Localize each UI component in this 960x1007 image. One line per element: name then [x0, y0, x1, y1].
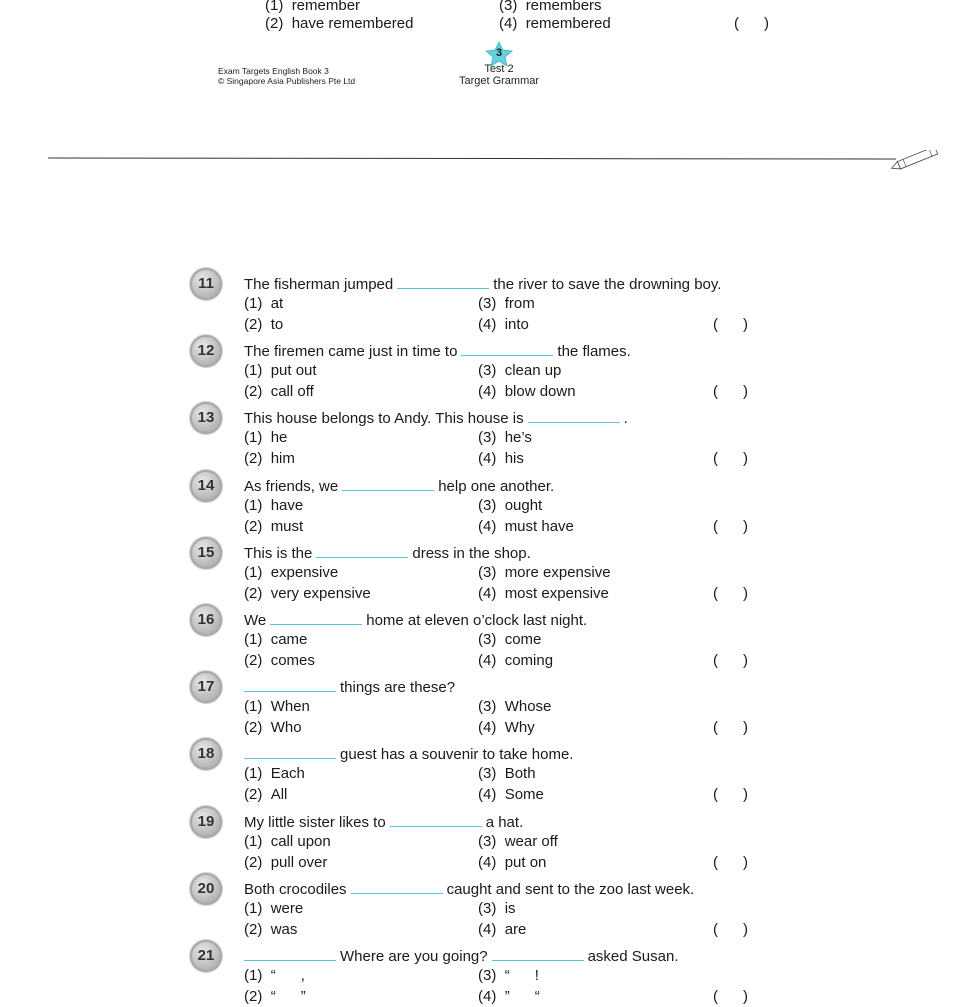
- option-1: [244, 832, 331, 852]
- option-3: [478, 630, 541, 650]
- option-text: Whose: [504, 698, 552, 715]
- option-3: [478, 899, 516, 919]
- pencil-divider: [48, 150, 948, 170]
- option-text: he: [270, 429, 288, 446]
- answer-box[interactable]: ( ): [713, 450, 748, 467]
- option-number: (3): [478, 362, 497, 379]
- option-3: [478, 361, 561, 381]
- option-1: [244, 764, 305, 784]
- option-text: to: [270, 316, 284, 333]
- option-text: at: [270, 295, 284, 312]
- option-text: come: [504, 631, 542, 648]
- question-number: 20: [190, 873, 222, 905]
- option-number: (2): [244, 316, 263, 333]
- answer-blank[interactable]: [351, 879, 443, 894]
- question-number: 19: [190, 806, 222, 838]
- option-4: [478, 584, 609, 604]
- option-text: All: [270, 786, 288, 803]
- question-text: [244, 408, 628, 429]
- option-4: [478, 382, 576, 402]
- option-text: is: [504, 900, 516, 917]
- option-text: coming: [504, 652, 554, 669]
- option-4: [478, 449, 524, 469]
- option-3: [478, 697, 551, 717]
- option-text: ought: [504, 497, 543, 514]
- option-number: (3): [478, 900, 497, 917]
- question-number: 12: [190, 335, 222, 367]
- option-number: (4): [478, 786, 497, 803]
- option-text: pull over: [270, 854, 328, 871]
- option-number: (4): [478, 719, 497, 736]
- option-text: were: [270, 900, 304, 917]
- option-number: (1): [244, 833, 263, 850]
- option-text: must have: [504, 518, 574, 535]
- option-text: blow down: [504, 383, 576, 400]
- option-1: [244, 496, 303, 516]
- option-2: [244, 785, 287, 805]
- option-2: [244, 651, 315, 671]
- option-2: [244, 584, 371, 604]
- option-number: (3): [478, 698, 497, 715]
- option-number: (3): [478, 564, 497, 581]
- answer-box[interactable]: ( ): [713, 316, 748, 333]
- option-4: [478, 718, 535, 738]
- question-stem-after: asked Susan.: [587, 948, 679, 965]
- question-stem-before: The fisherman jumped: [244, 276, 394, 293]
- option-number: (1): [244, 698, 263, 715]
- question-stem-after: help one another.: [438, 478, 555, 495]
- option-text: Both: [504, 765, 536, 782]
- option-2: [244, 987, 306, 1007]
- option-2: [244, 920, 297, 940]
- answer-blank[interactable]: [244, 744, 336, 759]
- option-number: (3): [478, 765, 497, 782]
- answer-box[interactable]: ( ): [713, 383, 748, 400]
- option-4: [478, 853, 546, 873]
- option-number: (3): [478, 429, 497, 446]
- option-4: [478, 920, 526, 940]
- option-4: [478, 987, 540, 1007]
- footer-section: Test 2 Target Grammar: [458, 63, 540, 87]
- answer-box[interactable]: ( ): [713, 786, 748, 803]
- question-stem-before: The firemen came just in time to: [244, 343, 458, 360]
- question-stem-after: caught and sent to the zoo last week.: [446, 881, 695, 898]
- top-option-4: (4) remembered: [499, 15, 611, 32]
- option-3: [478, 832, 558, 852]
- question-text: [244, 677, 455, 698]
- option-number: (3): [478, 631, 497, 648]
- option-number: (1): [244, 362, 263, 379]
- option-1: [244, 899, 303, 919]
- option-3: [478, 294, 535, 314]
- question-text: [244, 610, 587, 631]
- question-text: [244, 476, 554, 497]
- option-text: wear off: [504, 833, 558, 850]
- question-stem-before: We: [244, 612, 267, 629]
- option-number: (2): [244, 786, 263, 803]
- option-text: Why: [504, 719, 535, 736]
- option-number: (4): [478, 854, 497, 871]
- question-stem-after: home at eleven o’clock last night.: [366, 612, 588, 629]
- option-text: clean up: [504, 362, 562, 379]
- question-number: 18: [190, 738, 222, 770]
- answer-blank[interactable]: [492, 946, 584, 961]
- option-number: (1): [244, 497, 263, 514]
- option-number: (4): [478, 450, 497, 467]
- question-number: 21: [190, 940, 222, 972]
- top-option-2: (2) have remembered: [265, 15, 414, 32]
- option-number: (3): [478, 295, 497, 312]
- option-number: (3): [478, 967, 497, 984]
- option-number: (1): [244, 967, 263, 984]
- question-stem-middle: Where are you going?: [340, 948, 488, 965]
- option-text: call off: [270, 383, 314, 400]
- question-stem-after: the river to save the drowning boy.: [493, 276, 722, 293]
- answer-box[interactable]: ( ): [713, 652, 748, 669]
- option-number: (2): [244, 854, 263, 871]
- option-number: (4): [478, 652, 497, 669]
- option-number: (2): [244, 383, 263, 400]
- option-3: [478, 563, 611, 583]
- answer-box[interactable]: ( ): [713, 719, 748, 736]
- answer-box[interactable]: ( ): [713, 585, 748, 602]
- option-4: [478, 517, 574, 537]
- question-text: [244, 543, 531, 564]
- option-text: from: [504, 295, 535, 312]
- option-text: “ ,: [270, 967, 305, 984]
- answer-blank[interactable]: [397, 274, 489, 289]
- option-1: [244, 563, 338, 583]
- option-text: most expensive: [504, 585, 609, 602]
- answer-box[interactable]: ( ): [713, 988, 748, 1005]
- option-1: [244, 966, 305, 986]
- option-1: [244, 361, 317, 381]
- question-stem-before: As friends, we: [244, 478, 339, 495]
- question-number: 11: [190, 268, 222, 300]
- answer-blank[interactable]: [342, 476, 434, 491]
- top-option-3: (3) remembers: [499, 0, 602, 14]
- question-stem-after: guest has a souvenir to take home.: [340, 746, 574, 763]
- answer-blank[interactable]: [461, 341, 553, 356]
- option-text: When: [270, 698, 310, 715]
- option-3: [478, 966, 539, 986]
- option-number: (2): [244, 585, 263, 602]
- option-1: [244, 697, 310, 717]
- option-4: [478, 651, 553, 671]
- option-1: [244, 428, 287, 448]
- option-number: (4): [478, 585, 497, 602]
- option-number: (3): [478, 497, 497, 514]
- answer-blank[interactable]: [390, 812, 482, 827]
- answer-blank[interactable]: [316, 543, 408, 558]
- question-number: 15: [190, 537, 222, 569]
- answer-blank[interactable]: [244, 946, 336, 961]
- option-4: [478, 315, 529, 335]
- option-text: him: [270, 450, 295, 467]
- answer-box[interactable]: ( ): [713, 854, 748, 871]
- question-number: 13: [190, 402, 222, 434]
- option-2: [244, 853, 327, 873]
- question-stem-before: This is the: [244, 545, 313, 562]
- question-stem-before: Both crocodiles: [244, 881, 347, 898]
- question-stem-after: a hat.: [485, 814, 524, 831]
- option-text: put on: [504, 854, 547, 871]
- option-2: [244, 449, 295, 469]
- question-stem-before: My little sister likes to: [244, 814, 386, 831]
- question-stem-before: This house belongs to Andy. This house is: [244, 410, 524, 427]
- option-text: was: [270, 921, 298, 938]
- answer-blank[interactable]: [528, 408, 620, 423]
- option-text: are: [504, 921, 527, 938]
- answer-box[interactable]: ( ): [713, 518, 748, 535]
- option-text: into: [504, 316, 529, 333]
- option-3: [478, 428, 532, 448]
- option-text: expensive: [270, 564, 339, 581]
- option-text: very expensive: [270, 585, 371, 602]
- option-text: “ !: [504, 967, 539, 984]
- question-text: [244, 341, 631, 362]
- option-text: ” “: [504, 988, 540, 1005]
- answer-blank[interactable]: [244, 677, 336, 692]
- option-number: (4): [478, 316, 497, 333]
- question-stem-after: .: [623, 410, 628, 427]
- option-number: (1): [244, 564, 263, 581]
- option-4: [478, 785, 544, 805]
- option-text: Each: [270, 765, 305, 782]
- option-number: (1): [244, 429, 263, 446]
- answer-blank[interactable]: [270, 610, 362, 625]
- option-number: (4): [478, 988, 497, 1005]
- option-text: have: [270, 497, 304, 514]
- question-text: [244, 274, 721, 295]
- option-number: (4): [478, 518, 497, 535]
- top-option-1: (1) remember: [265, 0, 361, 14]
- pencil-icon: [890, 150, 938, 170]
- question-text: [244, 812, 523, 833]
- option-number: (2): [244, 719, 263, 736]
- question-text: [244, 744, 573, 765]
- question-number: 14: [190, 470, 222, 502]
- option-text: call upon: [270, 833, 331, 850]
- option-text: must: [270, 518, 304, 535]
- option-number: (3): [478, 833, 497, 850]
- option-number: (2): [244, 518, 263, 535]
- option-2: [244, 382, 314, 402]
- option-text: he’s: [504, 429, 532, 446]
- question-stem-after: dress in the shop.: [412, 545, 531, 562]
- option-3: [478, 764, 536, 784]
- footer-book: Exam Targets English Book 3 © Singapore Asia Publishers Pte Ltd: [218, 66, 356, 86]
- answer-box[interactable]: ( ): [713, 921, 748, 938]
- option-number: (2): [244, 450, 263, 467]
- option-number: (1): [244, 295, 263, 312]
- option-number: (2): [244, 921, 263, 938]
- option-2: [244, 315, 283, 335]
- option-number: (1): [244, 631, 263, 648]
- option-1: [244, 294, 283, 314]
- question-text: [244, 879, 694, 900]
- option-text: Who: [270, 719, 302, 736]
- option-2: [244, 718, 302, 738]
- option-number: (2): [244, 988, 263, 1005]
- question-number: 16: [190, 604, 222, 636]
- top-answer-box[interactable]: ( ): [734, 15, 769, 32]
- option-number: (1): [244, 765, 263, 782]
- option-text: came: [270, 631, 308, 648]
- page-number: 3: [495, 47, 503, 59]
- option-number: (4): [478, 921, 497, 938]
- option-number: (2): [244, 652, 263, 669]
- option-text: “ ”: [270, 988, 306, 1005]
- option-2: [244, 517, 303, 537]
- question-stem-after: things are these?: [340, 679, 456, 696]
- question-stem-after: the flames.: [557, 343, 631, 360]
- question-number: 17: [190, 671, 222, 703]
- option-1: [244, 630, 307, 650]
- option-number: (4): [478, 383, 497, 400]
- option-number: (1): [244, 900, 263, 917]
- option-text: put out: [270, 362, 317, 379]
- question-text: [244, 946, 679, 967]
- option-text: his: [504, 450, 524, 467]
- option-text: comes: [270, 652, 315, 669]
- option-text: Some: [504, 786, 544, 803]
- option-text: more expensive: [504, 564, 611, 581]
- option-3: [478, 496, 542, 516]
